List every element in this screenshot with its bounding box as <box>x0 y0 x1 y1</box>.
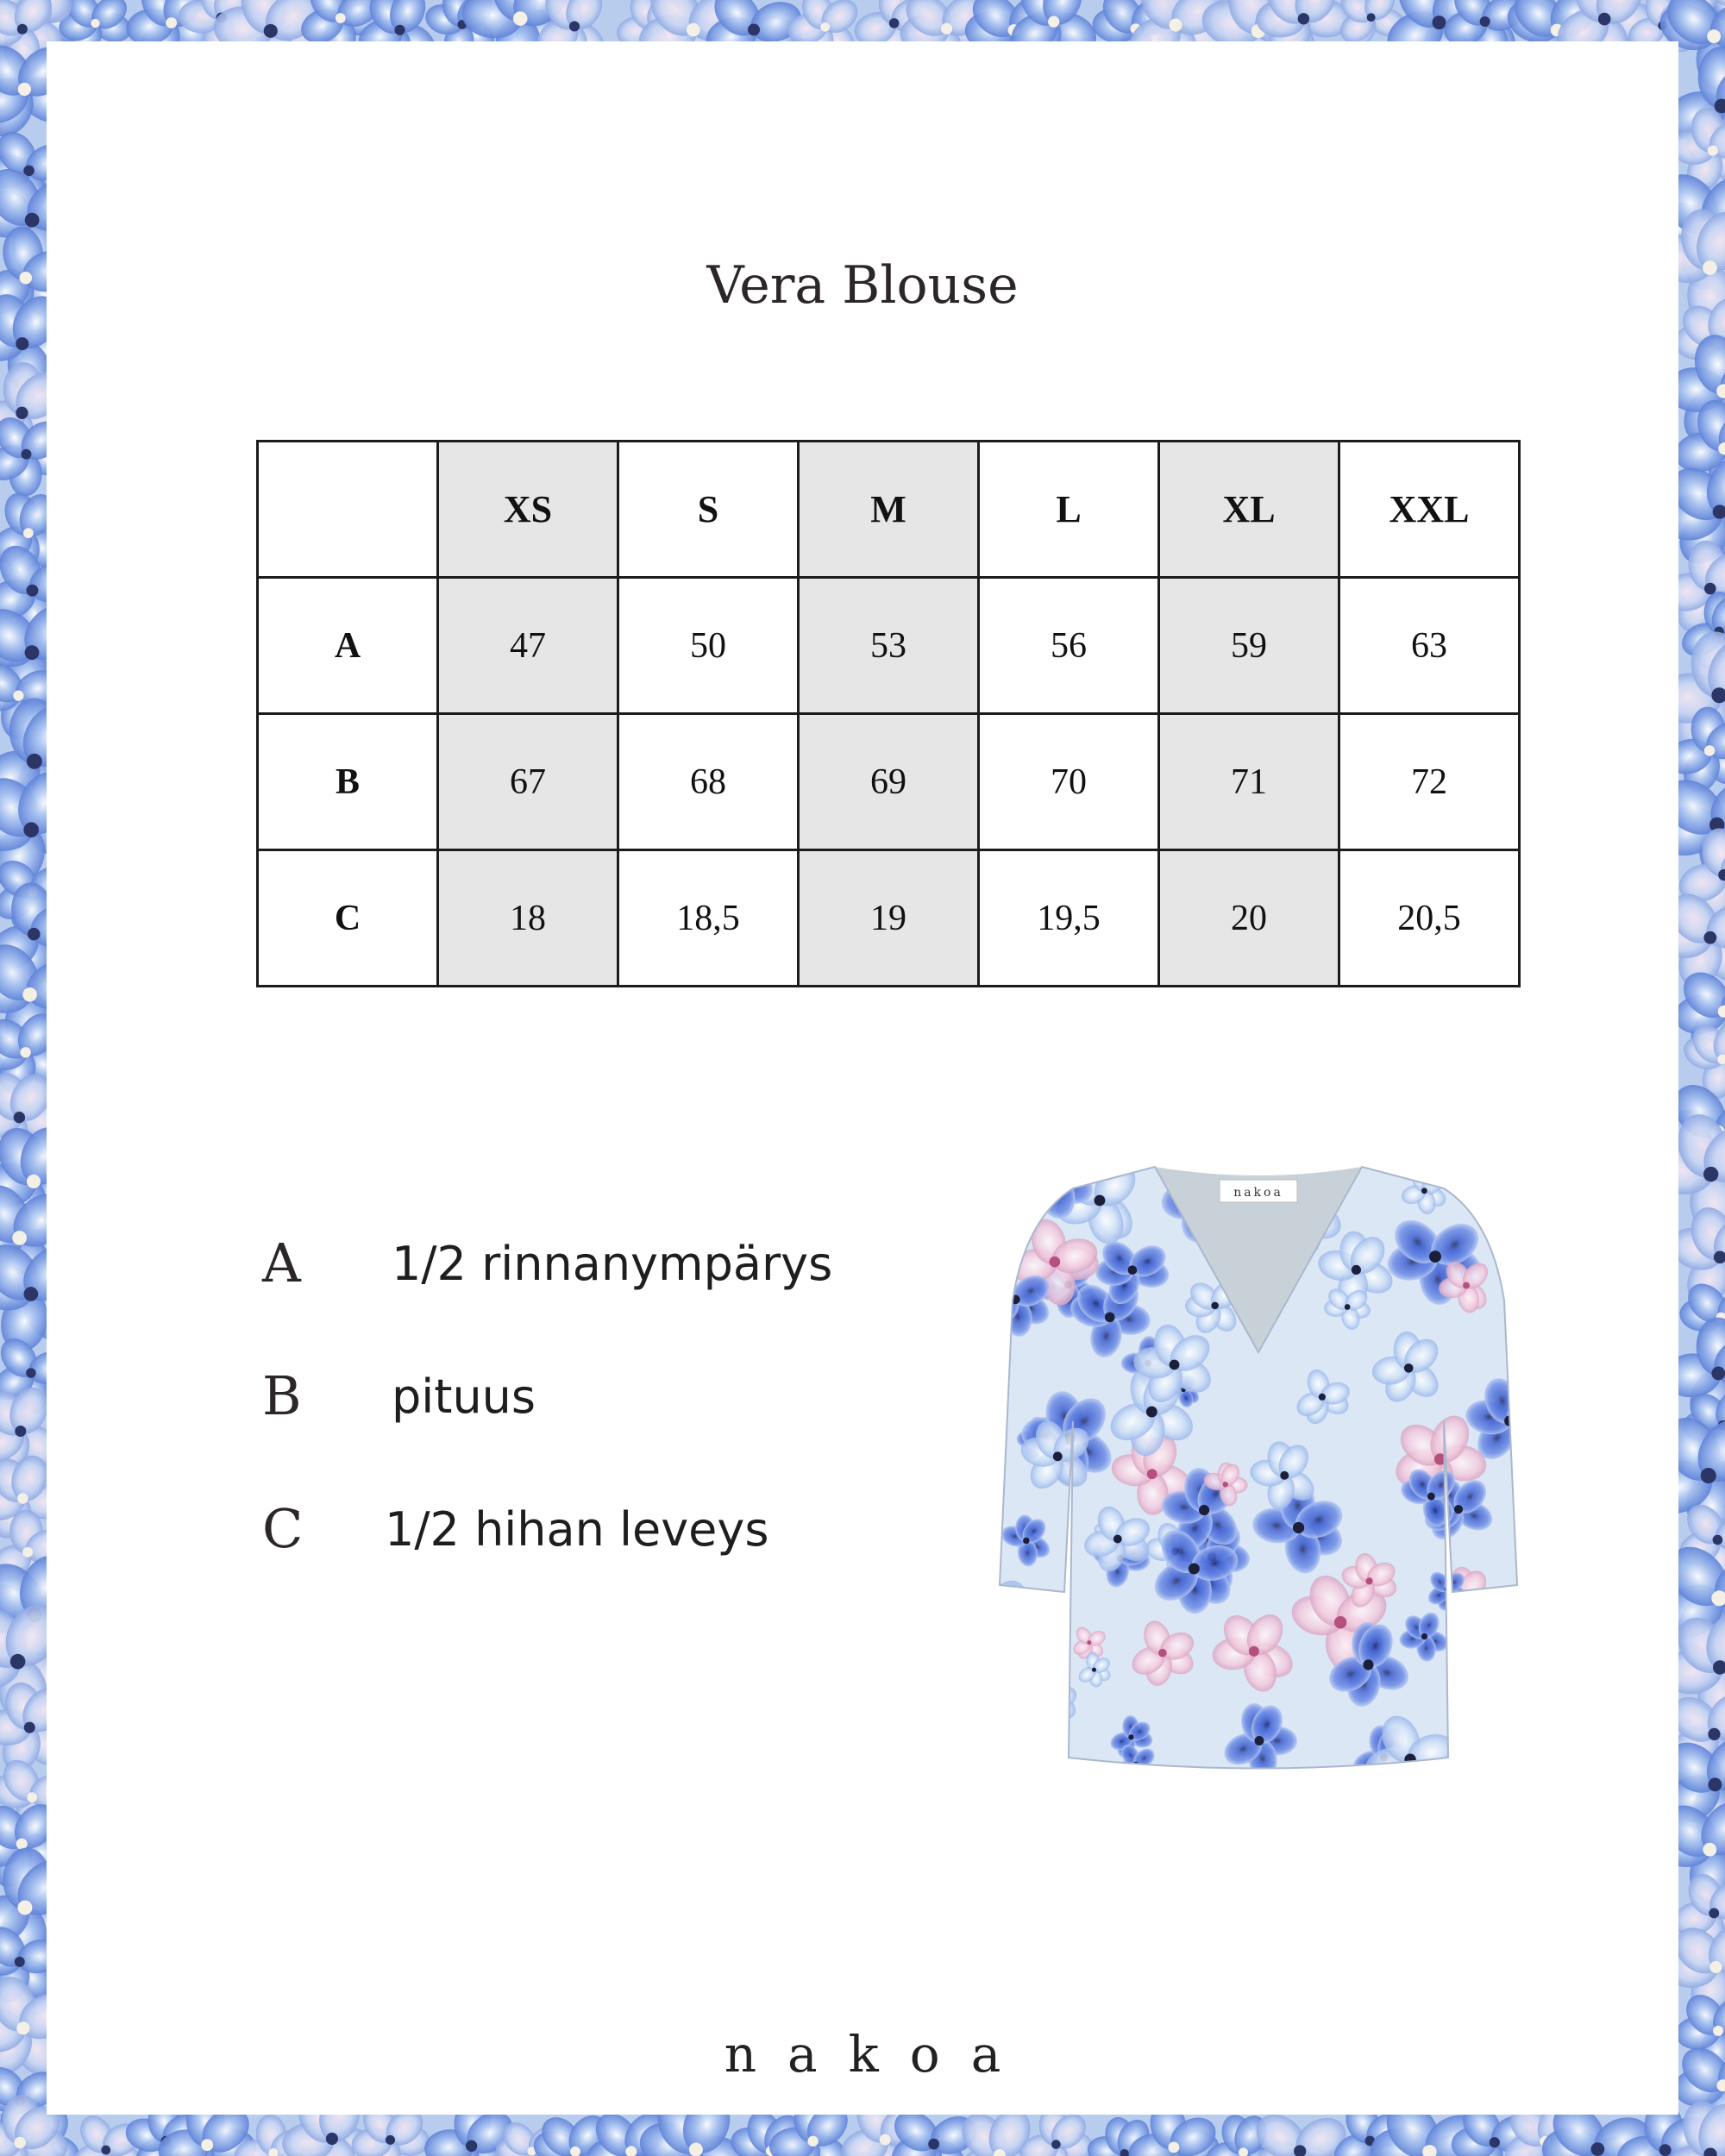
table-cell: 18 <box>438 850 618 987</box>
blouse-print-flower <box>974 1601 1044 1704</box>
blouse-print-flower <box>1458 1670 1531 1749</box>
brand-logo: nakoa <box>724 2025 1032 2084</box>
size-header-xxl: XXL <box>1339 442 1520 578</box>
size-header-xl: XL <box>1159 442 1339 578</box>
table-header-row <box>258 442 1520 578</box>
legend-text: 1/2 hihan leveys <box>385 1502 769 1557</box>
blouse-print-flower <box>974 1232 1016 1279</box>
table-cell: 47 <box>438 578 618 714</box>
table-row <box>258 714 1520 850</box>
size-header-xs: XS <box>438 442 618 578</box>
table-cell: 59 <box>1159 578 1339 714</box>
table-row <box>258 578 1520 714</box>
table-cell: 50 <box>618 578 799 714</box>
size-table <box>256 440 1521 987</box>
table-cell: 63 <box>1339 578 1520 714</box>
blouse-tag-label: nakoa <box>1233 1186 1283 1200</box>
table-cell: 72 <box>1339 714 1520 850</box>
legend-letter: C <box>262 1497 304 1560</box>
table-cell: 20 <box>1159 850 1339 987</box>
blouse-print-flower <box>1468 1655 1543 1731</box>
table-cell: 53 <box>799 578 979 714</box>
legend-text: pituus <box>392 1369 536 1424</box>
table-cell: 19 <box>799 850 979 987</box>
table-cell: 70 <box>979 714 1159 850</box>
size-header-l: L <box>979 442 1159 578</box>
size-header-s: S <box>618 442 799 578</box>
table-cell: 67 <box>438 714 618 850</box>
page-title: Vera Blouse <box>706 255 1019 316</box>
table-corner-cell <box>258 442 438 578</box>
blouse-print-flower <box>993 1715 1061 1783</box>
table-cell: 18,5 <box>618 850 799 987</box>
legend-text: 1/2 rinnanympärys <box>392 1237 833 1291</box>
table-cell: 69 <box>799 714 979 850</box>
blouse-print-flower <box>974 1651 1053 1745</box>
row-label-b: B <box>258 714 438 850</box>
table-cell: 19,5 <box>979 850 1159 987</box>
blouse-product-image <box>974 1137 1543 1792</box>
table-cell: 68 <box>618 714 799 850</box>
row-label-c: C <box>258 850 438 987</box>
row-label-a: A <box>258 578 438 714</box>
legend-letter: A <box>262 1232 301 1294</box>
legend-letter: B <box>262 1364 302 1427</box>
content-card <box>47 41 1678 2115</box>
table-cell: 20,5 <box>1339 850 1520 987</box>
table-row <box>258 850 1520 987</box>
table-cell: 56 <box>979 578 1159 714</box>
table-cell: 71 <box>1159 714 1339 850</box>
size-header-m: M <box>799 442 979 578</box>
